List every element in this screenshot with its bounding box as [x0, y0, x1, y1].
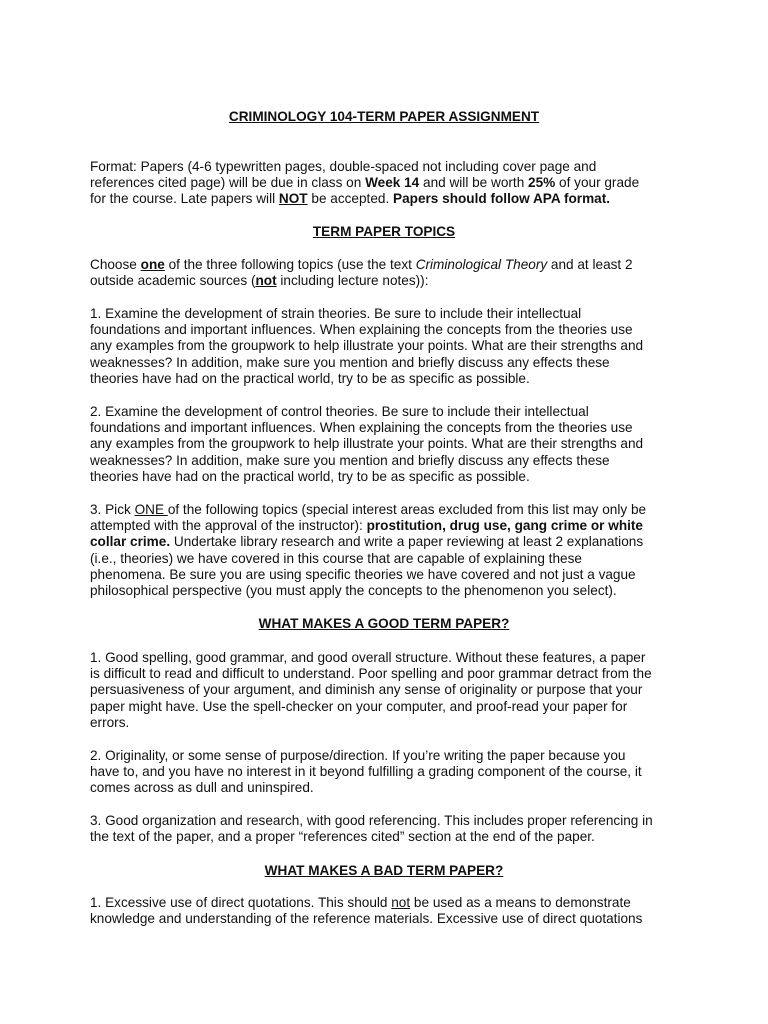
- not-accepted-emphasis: NOT: [278, 191, 308, 207]
- text-line: comes across as dull and uninspired.: [90, 780, 314, 796]
- topics-heading: TERM PAPER TOPICS: [312, 224, 456, 239]
- apa-format-note: Papers should follow APA format.: [393, 191, 611, 207]
- text-line: 1. Excessive use of direct quotations. This should not be used as a means to demonstrate: [90, 895, 631, 910]
- text-line: have to, and you have no interest in it beyond fulfilling a grading component of the course, it: [90, 764, 642, 780]
- text-line: 2. Examine the development of control theories. Be sure to include their intellectual: [90, 404, 589, 419]
- bad-paper-heading: WHAT MAKES A BAD TERM PAPER?: [264, 863, 504, 878]
- text-line: any examples from the groupwork to help illustrate your points. What are their strengths and: [90, 338, 644, 354]
- topic-3-paragraph: [90, 502, 680, 599]
- bad-point-1-paragraph: [90, 895, 680, 927]
- document-title: CRIMINOLOGY 104-TERM PAPER ASSIGNMENT: [228, 109, 540, 124]
- one-emphasis: ONE: [134, 502, 168, 517]
- topic-2-paragraph: [90, 404, 680, 485]
- text-line: (i.e., theories) we have covered in this course that are capable of explaining these: [90, 550, 582, 566]
- text-line: collar crime. Undertake library research and write a paper reviewing at least 2 explanations: [90, 534, 644, 550]
- grade-weight: 25%: [528, 175, 556, 191]
- good-point-1-paragraph: [90, 650, 680, 731]
- text-line: theories have had on the practical world, try to be as specific as possible.: [90, 468, 530, 484]
- not-emphasis: not: [391, 895, 411, 910]
- text-line: 3. Good organization and research, with good referencing. This includes proper referencing in: [90, 813, 653, 828]
- text-line: 3. Pick ONE of the following topics (special interest areas excluded from this list may only be: [90, 502, 647, 517]
- text-line: attempted with the approval of the instructor): prostitution, drug use, gang crime or white: [90, 518, 643, 534]
- textbook-title: Criminological Theory: [415, 257, 548, 272]
- format-line-3: for the course. Late papers will NOT be accepted. Papers should follow APA format.: [90, 191, 611, 207]
- format-line-2: references cited page) will be due in class on Week 14 and will be worth 25% of your grade: [90, 175, 640, 191]
- text-line: any examples from the groupwork to help illustrate your points. What are their strengths and: [90, 436, 644, 452]
- topic-1-paragraph: [90, 306, 680, 387]
- text-line: knowledge and understanding of the reference materials. Excessive use of direct quotations: [90, 911, 643, 927]
- choose-line-2: outside academic sources (not including lecture notes)):: [90, 273, 429, 289]
- text-line: 2. Originality, or some sense of purpose/direction. If you’re writing the paper because you: [90, 748, 626, 763]
- text-line: paper might have. Use the spell-checker on your computer, and proof-read your paper for: [90, 698, 628, 714]
- topic-options: prostitution, drug use, gang crime or white: [366, 518, 643, 534]
- text-line: 1. Good spelling, good grammar, and good overall structure. Without these features, a paper: [90, 650, 646, 665]
- text-line: weaknesses? In addition, make sure you mention and briefly discuss any effects these: [90, 452, 610, 468]
- good-point-2-paragraph: [90, 748, 680, 797]
- format-line-1: Format: Papers (4-6 typewritten pages, double-spaced not including cover page and: [90, 159, 597, 174]
- text-line: phenomena. Be sure you are using specific theories we have covered and not just a vague: [90, 566, 636, 582]
- text-line: persuasiveness of your argument, and diminish any sense of originality or purpose that your: [90, 682, 643, 698]
- text-line: theories have had on the practical world, try to be as specific as possible.: [90, 370, 530, 386]
- text-line: foundations and important influences. When explaining the concepts from the theories use: [90, 420, 633, 436]
- choose-line-1: Choose one of the three following topics (use the text Criminological Theory and at least 2: [90, 257, 633, 272]
- due-week: Week 14: [365, 175, 420, 191]
- text-line: errors.: [90, 714, 130, 730]
- format-paragraph: [90, 159, 680, 208]
- text-line: the text of the paper, and a proper “references cited” section at the end of the paper.: [90, 829, 595, 845]
- text-line: foundations and important influences. When explaining the concepts from the theories use: [90, 322, 633, 338]
- text-line: is difficult to read and difficult to understand. Poor spelling and poor grammar detract from the: [90, 666, 652, 682]
- good-point-3-paragraph: [90, 813, 680, 845]
- choose-paragraph: [90, 257, 680, 289]
- text-line: philosophical perspective (you must apply the concepts to the phenomenon you select).: [90, 583, 617, 599]
- good-paper-heading: WHAT MAKES A GOOD TERM PAPER?: [258, 616, 510, 631]
- text-line: weaknesses? In addition, make sure you mention and briefly discuss any effects these: [90, 354, 610, 370]
- text-line: 1. Examine the development of strain theories. Be sure to include their intellectual: [90, 306, 582, 321]
